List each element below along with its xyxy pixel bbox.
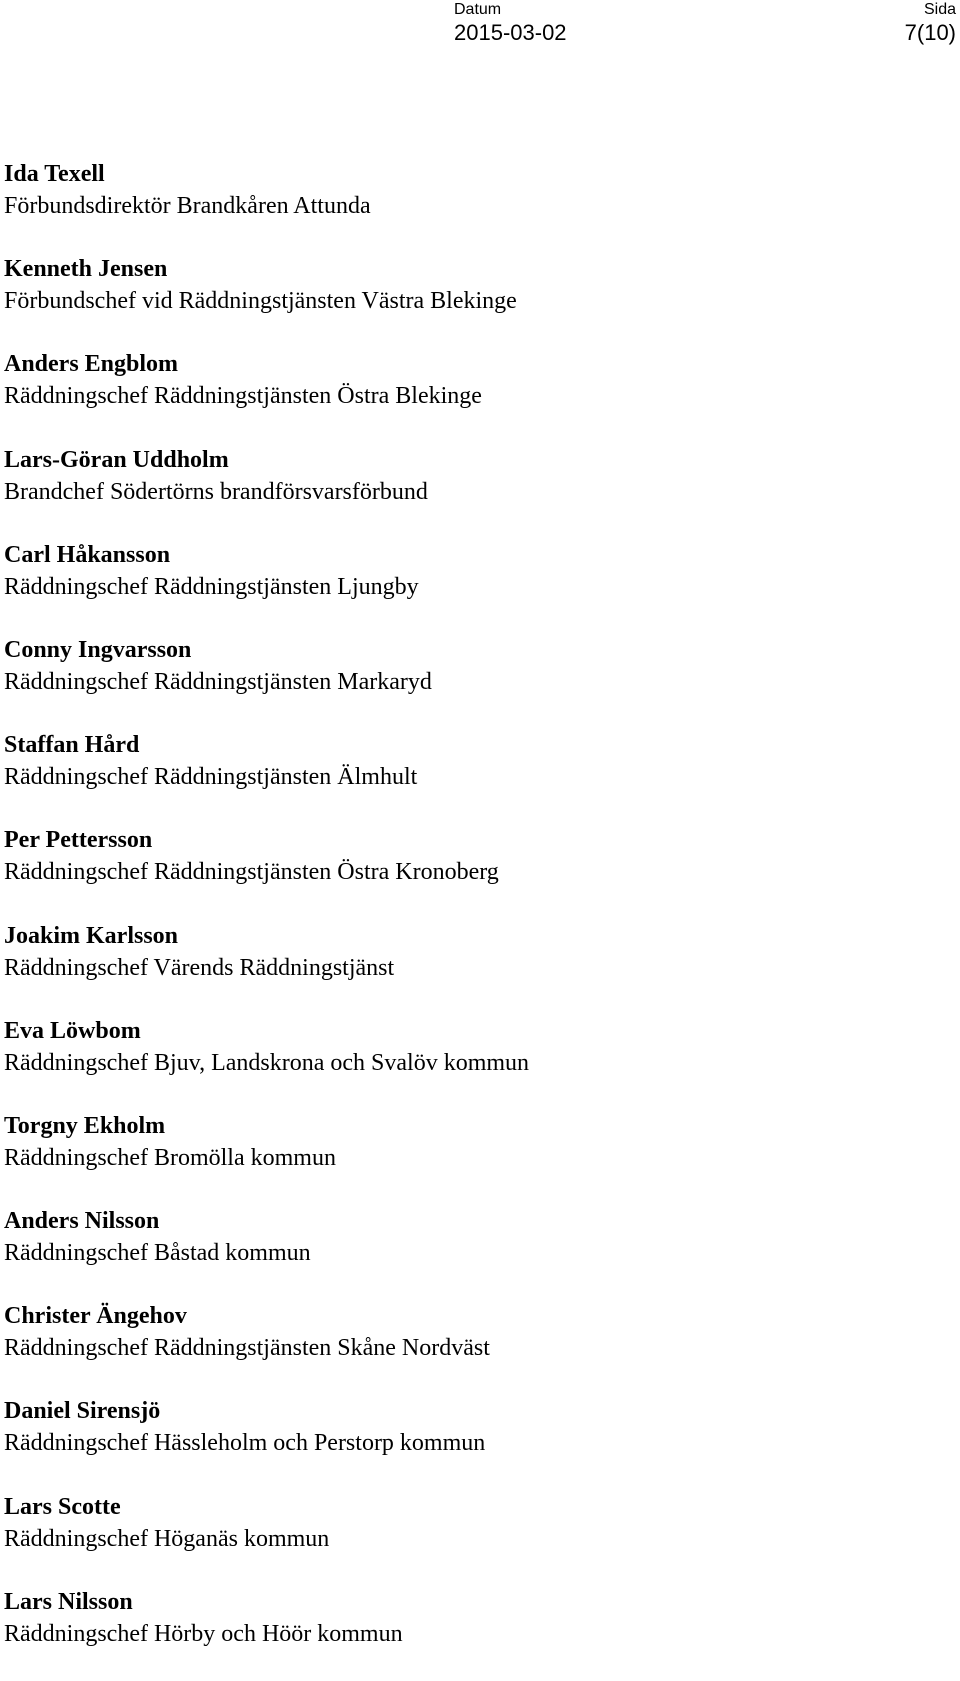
list-item	[4, 824, 944, 919]
date-label: Datum	[454, 1, 502, 18]
list-item	[4, 920, 944, 1015]
list-item	[4, 634, 944, 729]
page-label: Sida	[923, 1, 956, 18]
person-name: Per Pettersson	[4, 827, 153, 854]
person-name: Ida Texell	[4, 161, 105, 187]
person-title: Förbundschef vid Räddningstjänsten Västra Blekinge	[4, 288, 517, 315]
person-title: Räddningschef Båstad kommun	[4, 1240, 311, 1267]
person-name: Lars Scotte	[4, 1493, 121, 1520]
person-name: Anders Engblom	[4, 351, 179, 378]
page-number: 7(10)	[904, 20, 956, 45]
person-name: Christer Ängehov	[4, 1303, 187, 1330]
person-title: Räddningschef Räddningstjänsten Skåne Nordväst	[4, 1335, 490, 1362]
person-name: Kenneth Jensen	[4, 256, 168, 283]
person-name: Anders Nilsson	[4, 1208, 160, 1235]
list-item	[4, 444, 944, 539]
list-item	[4, 1395, 944, 1490]
person-name: Staffan Hård	[4, 732, 140, 759]
person-name: Joakim Karlsson	[4, 922, 179, 949]
person-name: Eva Löwbom	[4, 1017, 141, 1044]
date-value: 2015-03-02	[454, 20, 567, 45]
person-title: Räddningschef Räddningstjänsten Ljungby	[4, 573, 419, 600]
list-item	[4, 1110, 944, 1205]
person-title: Räddningschef Höganäs kommun	[4, 1525, 330, 1552]
person-title: Förbundsdirektör Brandkåren Attunda	[4, 193, 371, 219]
person-name: Torgny Ekholm	[4, 1112, 166, 1139]
person-title: Räddningschef Bromölla kommun	[4, 1144, 336, 1171]
list-item	[4, 1586, 944, 1681]
list-item	[4, 348, 944, 443]
person-title: Räddningschef Värends Räddningstjänst	[4, 954, 395, 981]
person-title: Brandchef Södertörns brandförsvarsförbund	[4, 478, 428, 505]
list-item	[4, 1491, 944, 1586]
person-title: Räddningschef Räddningstjänsten Östra Kronoberg	[4, 859, 499, 886]
list-item	[4, 1300, 944, 1395]
list-item	[4, 1205, 944, 1300]
person-title: Räddningschef Räddningstjänsten Älmhult	[4, 764, 418, 791]
list-item	[4, 1015, 944, 1110]
person-name: Lars Nilsson	[4, 1588, 133, 1615]
person-name: Carl Håkansson	[4, 541, 171, 568]
person-title: Räddningschef Räddningstjänsten Markaryd	[4, 668, 432, 695]
person-title: Räddningschef Hässleholm och Perstorp kommun	[4, 1430, 486, 1457]
page-header	[0, 0, 960, 60]
list-item	[4, 158, 944, 253]
person-title: Räddningschef Räddningstjänsten Östra Blekinge	[4, 383, 482, 410]
list-item	[4, 253, 944, 348]
list-item	[4, 539, 944, 634]
person-name: Conny Ingvarsson	[4, 636, 192, 663]
person-title: Räddningschef Bjuv, Landskrona och Svalöv kommun	[4, 1049, 530, 1076]
list-item	[4, 729, 944, 824]
people-list	[4, 158, 944, 1681]
person-name: Lars-Göran Uddholm	[4, 446, 229, 473]
person-name: Daniel Sirensjö	[4, 1398, 161, 1425]
person-title: Räddningschef Hörby och Höör kommun	[4, 1620, 403, 1647]
